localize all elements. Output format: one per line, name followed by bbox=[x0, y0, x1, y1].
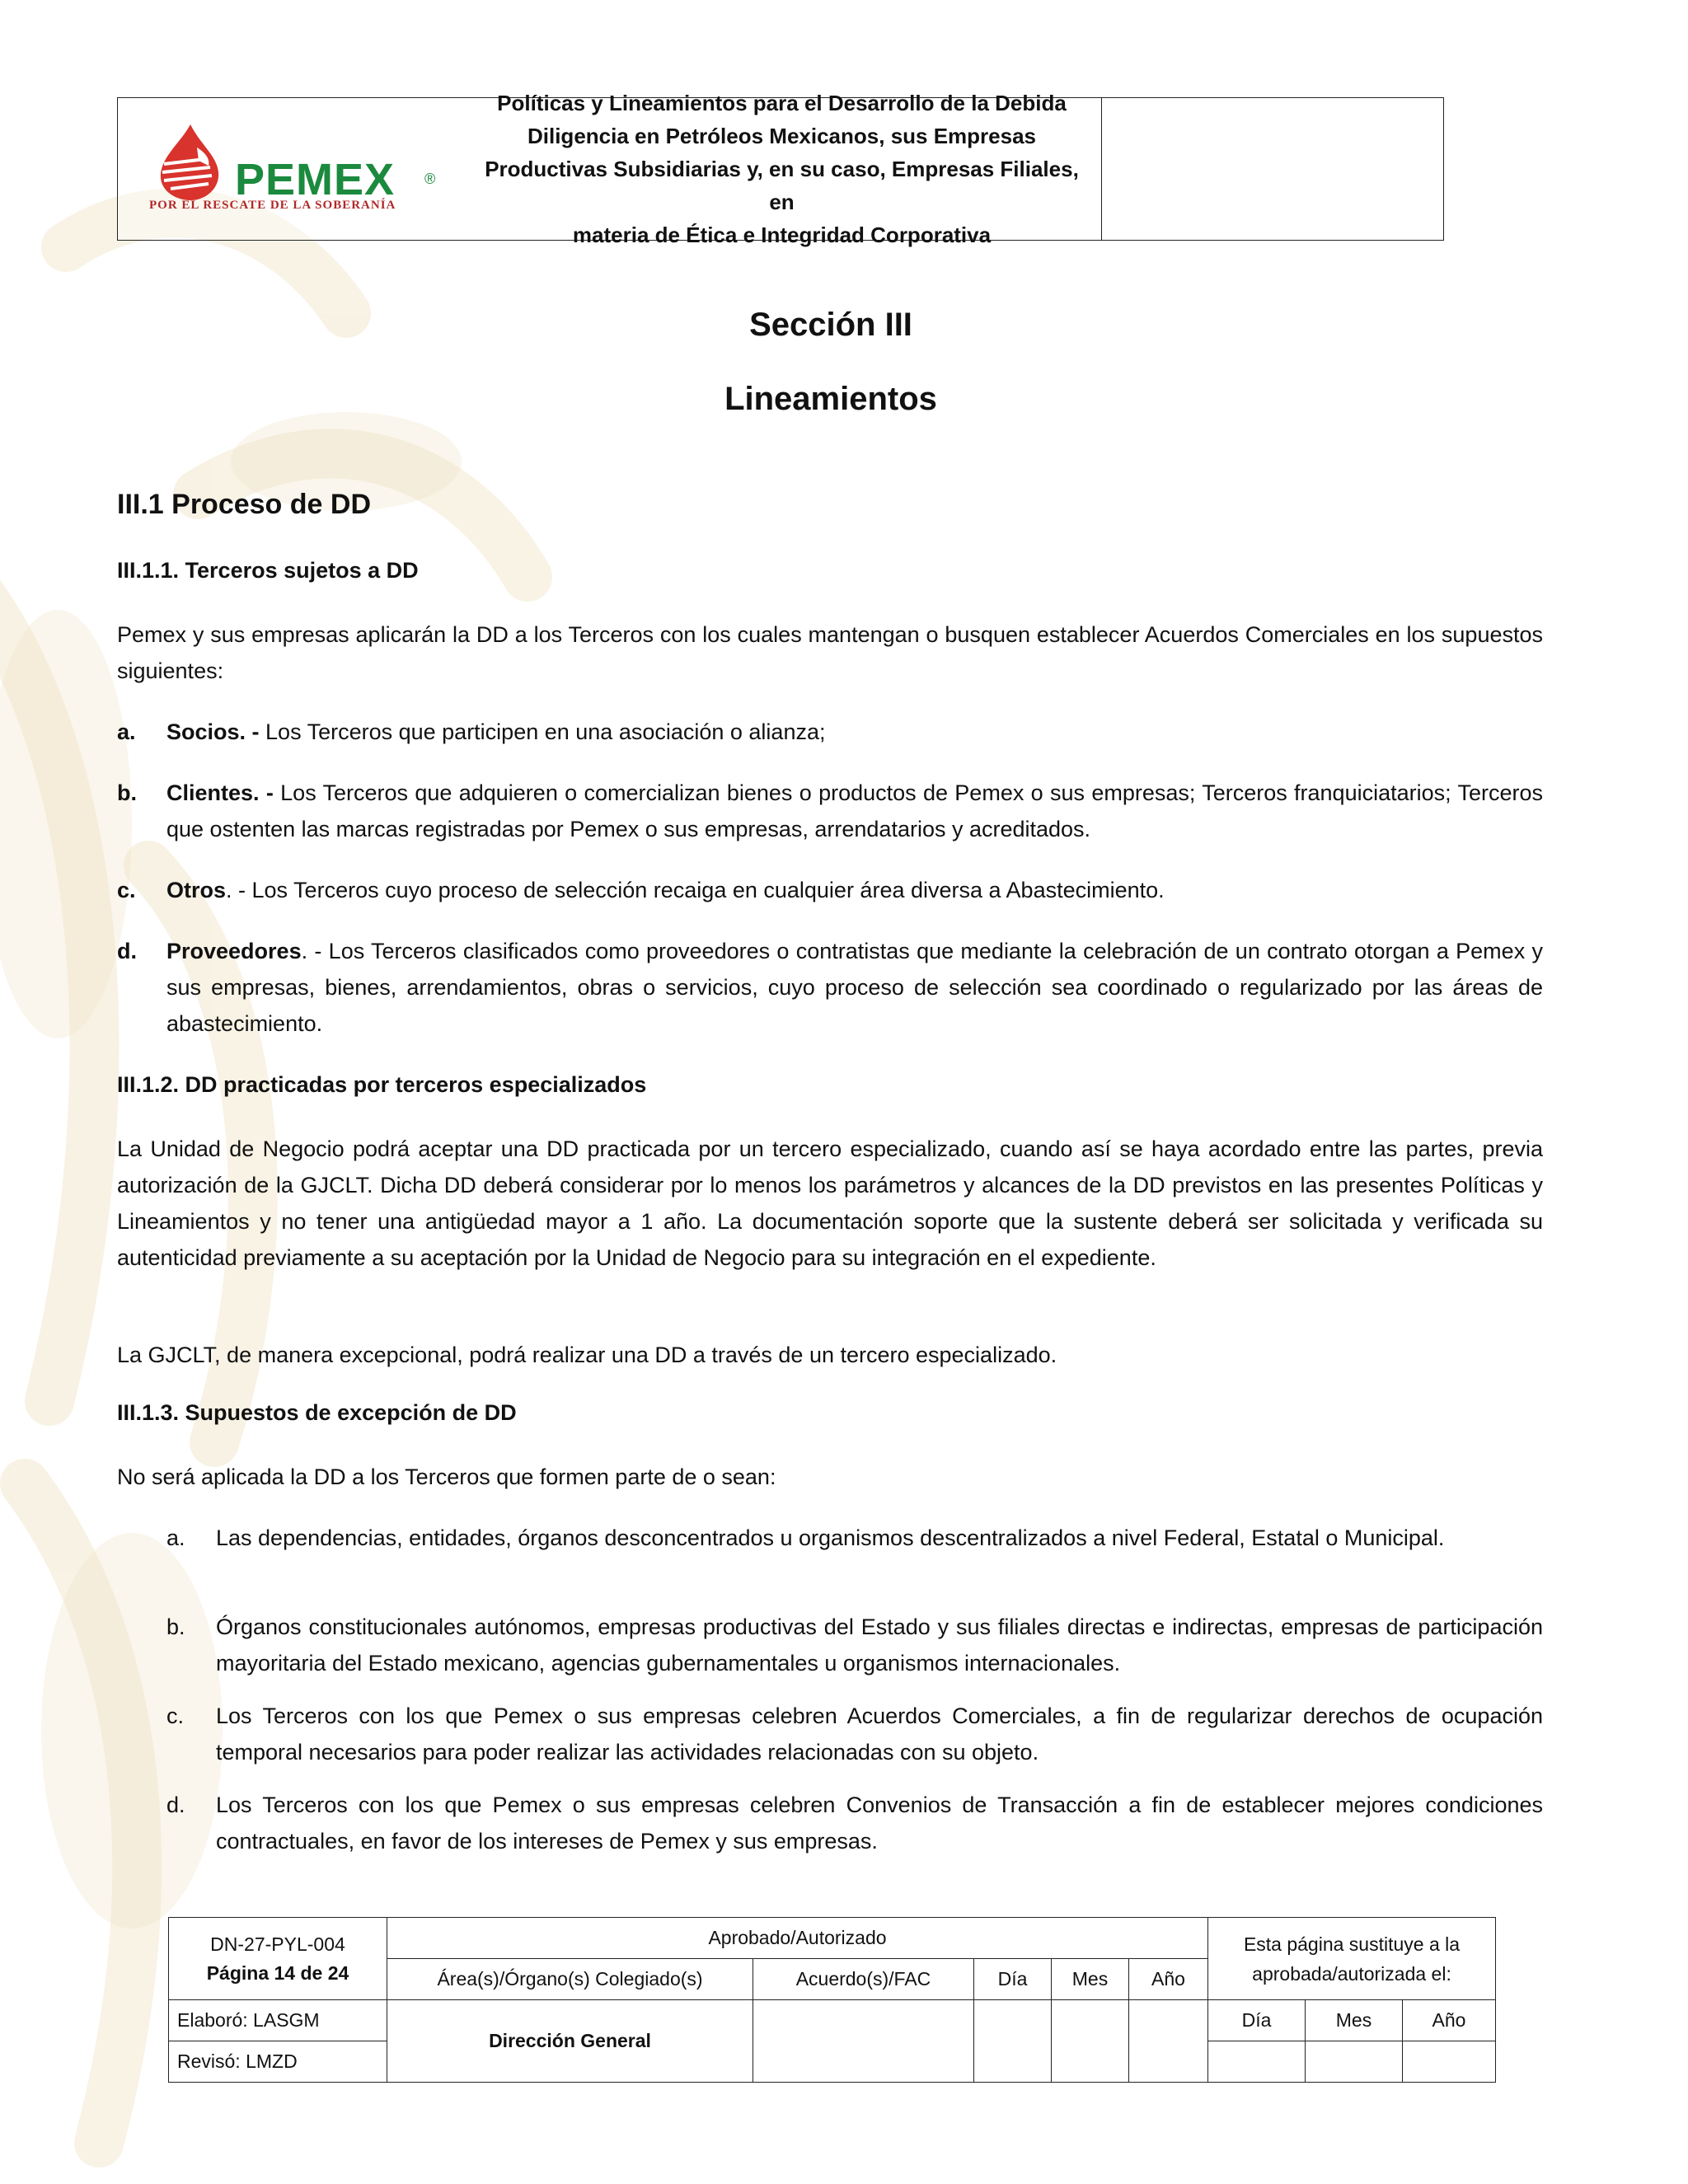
list-text: Los Terceros con los que Pemex o sus empresas celebren Acuerdos Comerciales, a fin de regularizar derechos de ocupación temporal necesarios para poder realizar las actividades relacionadas con su objeto. bbox=[216, 1704, 1543, 1765]
list-term: Socios. - bbox=[166, 719, 260, 744]
doc-code-cell bbox=[169, 1918, 387, 2000]
heading-iii-1: III.1 Proceso de DD bbox=[117, 489, 371, 520]
pemex-eagle-icon bbox=[148, 123, 233, 202]
list-item bbox=[117, 775, 1543, 847]
agreement-value-cell bbox=[753, 2000, 974, 2083]
replaces-month-header: Mes bbox=[1306, 2000, 1403, 2041]
list-marker: c. bbox=[117, 878, 136, 902]
doc-code: DN-27-PYL-004 bbox=[210, 1933, 345, 1955]
paragraph-intro: Pemex y sus empresas aplicarán la DD a los Terceros con los cuales mantengan o busquen establecer Acuerdos Comerciales en los supuestos siguientes: bbox=[117, 622, 1543, 683]
replaces-month-value bbox=[1306, 2041, 1403, 2083]
document-title-line: Diligencia en Petróleos Mexicanos, sus Empresas bbox=[527, 124, 1037, 148]
heading-iii-1-3: III.1.3. Supuestos de excepción de DD bbox=[117, 1400, 517, 1425]
list-item bbox=[117, 872, 1543, 908]
document-header-table bbox=[117, 91, 1444, 247]
list-marker: a. bbox=[117, 719, 136, 744]
footer-control-table bbox=[168, 1917, 1496, 2083]
replaces-year-header: Año bbox=[1403, 2000, 1496, 2041]
area-header: Área(s)/Órgano(s) Colegiado(s) bbox=[387, 1959, 753, 2000]
pemex-logo bbox=[118, 98, 462, 240]
document-title bbox=[462, 91, 1102, 247]
approved-header: Aprobado/Autorizado bbox=[387, 1918, 1208, 1959]
list-text: . - Los Terceros cuyo proceso de selección recaiga en cualquier área diversa a Abastecimiento. bbox=[226, 878, 1165, 902]
document-title-line: Políticas y Lineamientos para el Desarrollo de la Debida bbox=[497, 91, 1067, 115]
list-text: Las dependencias, entidades, órganos desconcentrados u organismos descentralizados a nivel Federal, Estatal o Municipal. bbox=[216, 1526, 1445, 1550]
agreement-header: Acuerdo(s)/FAC bbox=[753, 1959, 974, 2000]
replaces-year-value bbox=[1403, 2041, 1496, 2083]
paragraph-dd-terceros: La Unidad de Negocio podrá aceptar una DD practicada por un tercero especializado, cuando así se haya acordado entre las partes, previa autorización de la GJCLT. Dicha DD deberá considerar por lo menos los parámetros y alcances de la DD previstos en las presentes Políticas y Lineamientos y no tener una antigüedad mayor a 1 año. La documentación soporte que la sustente deberá ser solicitada y verificada su autenticidad previamente a su aceptación por la Unidad de Negocio para su integración en el expediente. bbox=[117, 1137, 1543, 1270]
logo-registered-mark: ® bbox=[424, 171, 436, 187]
list-marker: b. bbox=[166, 1615, 185, 1639]
list-marker: b. bbox=[117, 780, 137, 805]
list-item bbox=[166, 1787, 1543, 1859]
logo-wordmark: PEMEX bbox=[235, 155, 396, 204]
paragraph-gjclt: La GJCLT, de manera excepcional, podrá realizar una DD a través de un tercero especializado. bbox=[117, 1343, 1057, 1367]
list-term: Proveedores bbox=[166, 939, 302, 963]
year-value-cell bbox=[1129, 2000, 1208, 2083]
replaces-day-value bbox=[1208, 2041, 1306, 2083]
header-empty-cell bbox=[1102, 98, 1443, 240]
document-title-line: materia de Ética e Integridad Corporativa bbox=[572, 223, 992, 247]
list-text: Los Terceros con los que Pemex o sus empresas celebren Convenios de Transacción a fin de establecer mejores condiciones contractuales, en favor de los intereses de Pemex y sus empresas. bbox=[216, 1793, 1543, 1854]
day-header: Día bbox=[974, 1959, 1052, 2000]
list-item bbox=[166, 1520, 1543, 1556]
list-text: . - Los Terceros clasificados como proveedores o contratistas que mediante la celebración de un contrato otorgan a Pemex y sus empresas, bienes, arrendamientos, obras o servicios, cuyo proceso de selección sea coordinado o regularizado por las áreas de abastecimiento. bbox=[166, 939, 1543, 1036]
list-item bbox=[166, 1609, 1543, 1681]
list-marker: a. bbox=[166, 1526, 185, 1550]
list-term: Otros bbox=[166, 878, 227, 902]
list-text: Órganos constitucionales autónomos, empresas productivas del Estado y sus filiales directas e indirectas, empresas de participación mayoritaria del Estado mexicano, agencias gubernamentales u organismos internacionales. bbox=[216, 1615, 1543, 1675]
section-title: Sección III bbox=[749, 307, 912, 343]
list-item bbox=[166, 1698, 1543, 1770]
heading-iii-1-2: III.1.2. DD practicadas por terceros especializados bbox=[117, 1072, 647, 1097]
section-subtitle: Lineamientos bbox=[724, 381, 937, 417]
list-item bbox=[117, 714, 1543, 750]
page-number: Página 14 de 24 bbox=[206, 1961, 349, 1984]
reviso-cell: Revisó: LMZD bbox=[169, 2041, 387, 2083]
paragraph-exceptions-intro: No será aplicada la DD a los Terceros que formen parte de o sean: bbox=[117, 1465, 776, 1489]
elaboro-cell: Elaboró: LASGM bbox=[169, 2000, 387, 2041]
document-title-line: Productivas Subsidiarias y, en su caso, Empresas Filiales, en bbox=[485, 157, 1079, 214]
list-marker: d. bbox=[117, 939, 137, 963]
heading-iii-1-1: III.1.1. Terceros sujetos a DD bbox=[117, 558, 419, 583]
list-marker: c. bbox=[166, 1704, 185, 1728]
month-header: Mes bbox=[1052, 1959, 1129, 2000]
logo-tagline: POR EL RESCATE DE LA SOBERANÍA bbox=[149, 199, 396, 212]
replaces-note: Esta página sustituye a la aprobada/autorizada el: bbox=[1208, 1918, 1496, 2000]
replaces-day-header: Día bbox=[1208, 2000, 1306, 2041]
list-text: Los Terceros que adquieren o comercializan bienes o productos de Pemex o sus empresas; Terceros franquiciatarios; Terceros que ostenten las marcas registradas por Pemex o sus empresas, arrendatarios y acreditados. bbox=[166, 780, 1543, 841]
list-marker: d. bbox=[166, 1793, 185, 1817]
day-value-cell bbox=[974, 2000, 1052, 2083]
list-item bbox=[117, 933, 1543, 1042]
year-header: Año bbox=[1129, 1959, 1208, 2000]
list-text: Los Terceros que participen en una asociación o alianza; bbox=[259, 719, 826, 744]
month-value-cell bbox=[1052, 2000, 1129, 2083]
direccion-cell: Dirección General bbox=[387, 2000, 753, 2083]
list-term: Clientes. - bbox=[166, 780, 274, 805]
